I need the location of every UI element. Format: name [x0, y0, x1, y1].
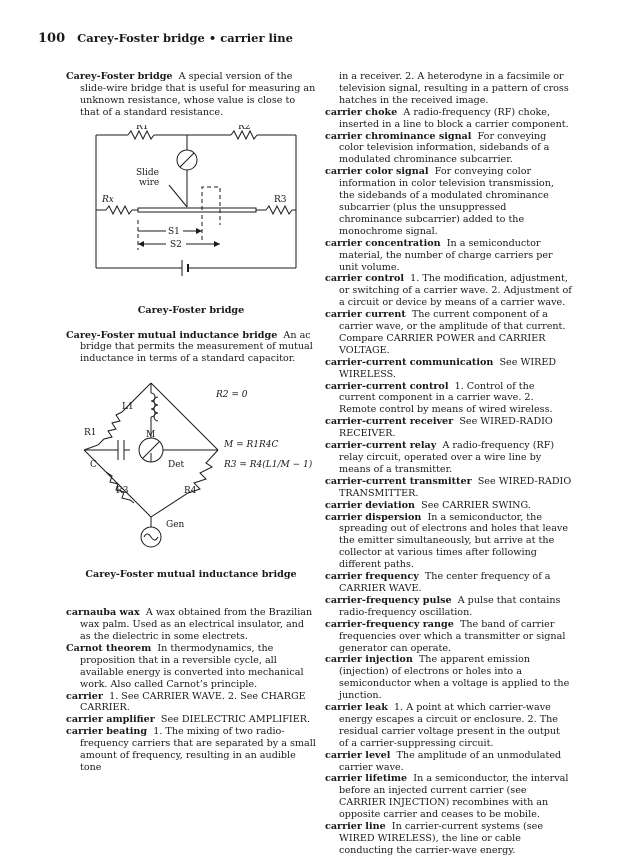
label-m: M — [146, 430, 156, 441]
entry-term: carrier-frequency pulse — [325, 594, 452, 606]
dictionary-entry — [325, 273, 572, 309]
dictionary-entry — [325, 512, 572, 572]
entry-term: carrier choke — [325, 106, 398, 118]
entry-term: carrier deviation — [325, 499, 416, 511]
dictionary-entry — [66, 71, 316, 119]
entry-definition: See DIELECTRIC AMPLIFIER. — [160, 714, 310, 726]
entry-definition: The apparent emission (injection) of electrons or holes into a semiconductor when a voltage is applied to the junction. — [339, 654, 570, 702]
entry-definition: 1. The modification, adjustment, or switching of a carrier wave. 2. Adjustment of a circuit or device by means of a carrier wave. — [339, 273, 572, 309]
entry-definition: See CARRIER SWING. — [421, 499, 531, 511]
label-r1: R1 — [84, 428, 97, 439]
dictionary-entry — [66, 691, 316, 715]
label-c: C — [90, 460, 97, 471]
dictionary-entry — [325, 773, 572, 821]
dictionary-entry — [325, 571, 572, 595]
dictionary-entry — [325, 381, 572, 417]
dictionary-entry — [66, 714, 316, 726]
entry-definition: In carrier-current systems (see WIRED WIRELESS), the line or cable conducting the carrier-wave energy. — [339, 821, 544, 856]
dictionary-entry — [325, 654, 572, 702]
entry-definition: The amplitude of an unmodulated carrier wave. — [339, 749, 562, 773]
entry-definition: The current component of a carrier wave, or the amplitude of that current. Compare CARRIER POWER and CARRIER VOLTAGE. — [339, 309, 566, 356]
label-gen: Gen — [166, 520, 185, 531]
label-s1: S1 — [168, 226, 180, 237]
entry-definition: A special version of the slide-wire bridge that is useful for measuring an unknown resistance, whose value is close to that of a standard resistance. — [80, 71, 316, 118]
entry-term: carrier — [66, 690, 103, 702]
dictionary-entry — [66, 726, 316, 774]
entry-term: carrier color signal — [325, 166, 429, 178]
entry-definition: A radio-frequency (RF) choke, inserted in a line to block a carrier component. — [339, 106, 569, 130]
entry-term: carrier frequency — [325, 571, 419, 583]
right-column — [325, 71, 572, 857]
entry-term: carrier-current communication — [325, 356, 494, 368]
entry-term: carrier concentration — [325, 237, 441, 249]
entry-definition: In a semiconductor, the interval before an injected current carrier (see CARRIER INJECTION) recombines with an opposite carrier and ceases to be mobile. — [339, 773, 569, 821]
entry-definition: For conveying color television information, sidebands of a modulated chrominance subcarrier. — [339, 130, 550, 166]
page-header — [38, 31, 293, 46]
equation-1: M = R1R4C — [224, 440, 279, 451]
figure-caption: Carey-Foster bridge — [137, 304, 245, 316]
label-r3: R3 — [116, 486, 129, 497]
equation-2: R3 = R4(L1/M − 1) — [224, 460, 313, 471]
entry-term: carrier-current control — [325, 380, 449, 392]
label-s2: S2 — [170, 239, 182, 250]
label-r4: R4 — [184, 486, 197, 497]
entry-definition: In a semiconductor, the spreading out of electrons and holes that leave the emitter simultaneously, but arrive at the collector at various times after following different paths. — [339, 511, 569, 571]
entry-definition: For conveying color information in color television transmission, the sidebands of a modulated chrominance subcarrier (plus the unsuppressed chrominance subcarrier) added to the monochrome signal. — [339, 166, 554, 237]
figure-caption: Carey-Foster mutual inductance bridge — [85, 569, 297, 581]
dictionary-entry — [66, 643, 316, 691]
entry-definition: In thermodynamics, the proposition that in a reversible cycle, all available energy is converted into mechanical work. Also called Carnot’s principle. — [80, 642, 304, 690]
entry-definition: 1. Control of the current component in a carrier wave. 2. Remote control by means of wired wireless. — [339, 380, 553, 416]
entry-term: Carnot theorem — [66, 642, 152, 654]
entry-term: carrier line — [325, 821, 386, 833]
entry-term: carrier leak — [325, 702, 388, 714]
figure-carey-foster-bridge — [66, 125, 316, 300]
entry-definition: 1. See CARRIER WAVE. 2. See CHARGE CARRIER. — [80, 690, 306, 714]
entry-term: carrier injection — [325, 654, 413, 666]
label-wire: wire — [139, 177, 160, 188]
dictionary-entry — [325, 476, 572, 500]
entry-definition: See WIRED-RADIO RECEIVER. — [339, 416, 553, 440]
entry-definition: 1. The mixing of two radio-frequency carriers that are separated by a small amount of frequency, resulting in an audible tone — [80, 726, 316, 773]
entry-definition: In a semiconductor material, the number of charge carriers per unit volume. — [339, 237, 553, 273]
entry-definition: The band of carrier frequencies over which a transmitter or signal generator can operate. — [339, 618, 566, 654]
label-l1: L1 — [122, 402, 134, 413]
dictionary-entry — [325, 595, 572, 619]
entry-definition: A pulse that contains radio-frequency oscillation. — [339, 594, 561, 618]
dictionary-entry — [325, 357, 572, 381]
entry-term: Carey-Foster bridge — [66, 71, 173, 82]
entry-term: carrier-current transmitter — [325, 475, 472, 487]
entry-definition: See WIRED-RADIO TRANSMITTER. — [339, 475, 572, 499]
dictionary-entry — [325, 702, 572, 750]
entry-definition: An ac bridge that permits the measurement of mutual inductance in terms of a standard capacitor. — [80, 329, 313, 365]
dictionary-entry — [325, 107, 572, 131]
label-r2: R2 — [238, 124, 251, 132]
label-det: Det — [168, 460, 185, 471]
label-r3: R3 — [274, 194, 287, 205]
entry-definition: The center frequency of a CARRIER WAVE. — [339, 571, 551, 594]
dictionary-entry — [325, 238, 572, 274]
entry-definition: A radio-frequency (RF) relay circuit, operated over a wire line by means of a transmitter. — [339, 440, 555, 475]
label-r1: R1 — [136, 124, 149, 132]
dictionary-entry — [66, 330, 316, 366]
dictionary-entry — [325, 750, 572, 774]
entry-term: carnauba wax — [66, 607, 140, 619]
entry-term: carrier level — [325, 749, 391, 761]
entry-term: carrier lifetime — [325, 773, 408, 785]
entry-term: carrier chrominance signal — [325, 130, 472, 142]
entry-term: Carey-Foster mutual inductance bridge — [66, 329, 278, 341]
mutual-inductance-bridge-diagram — [66, 375, 316, 565]
running-title: Carey-Foster bridge • carrier line — [77, 31, 293, 45]
figure-mutual-inductance-bridge — [66, 375, 316, 565]
entry-term: carrier-current relay — [325, 440, 437, 452]
continued-text: in a receiver. 2. A heterodyne in a facsimile or television signal, resulting in a pattern of cross hatches in the received image. — [339, 71, 569, 106]
dictionary-entry — [325, 440, 572, 476]
label-r2-eq: R2 = 0 — [216, 390, 248, 401]
dictionary-entry — [325, 131, 572, 167]
left-column — [66, 71, 316, 774]
entry-definition: A wax obtained from the Brazilian wax palm. Used as an electrical insulator, and as the dielectric in some electrets. — [80, 607, 313, 642]
dictionary-entry — [325, 309, 572, 357]
dictionary-entry — [66, 607, 316, 643]
entry-term: carrier-frequency range — [325, 618, 454, 630]
entry-term: carrier beating — [66, 726, 148, 738]
entry-term: carrier control — [325, 273, 405, 285]
entry-definition: See WIRED WIRELESS. — [339, 356, 557, 380]
entry-term: carrier amplifier — [66, 714, 155, 726]
dictionary-entry — [325, 821, 572, 857]
entry-term: carrier dispersion — [325, 511, 422, 523]
dictionary-entry — [325, 416, 572, 440]
entry-term: carrier-current receiver — [325, 416, 454, 428]
entry-term: carrier current — [325, 309, 406, 321]
dictionary-entry — [325, 166, 572, 237]
entry-definition: 1. A point at which carrier-wave energy escapes a circuit or enclosure. 2. The residual carrier voltage present in the output of a carrier-suppressing circuit. — [339, 702, 560, 749]
right-entry-list — [325, 107, 572, 857]
dictionary-entry — [325, 619, 572, 655]
label-slide: Slide — [136, 167, 160, 178]
page-number: 100 — [38, 31, 66, 46]
carey-foster-bridge-diagram — [66, 125, 316, 300]
dictionary-entry — [325, 500, 572, 512]
label-rx: Rx — [102, 194, 114, 205]
